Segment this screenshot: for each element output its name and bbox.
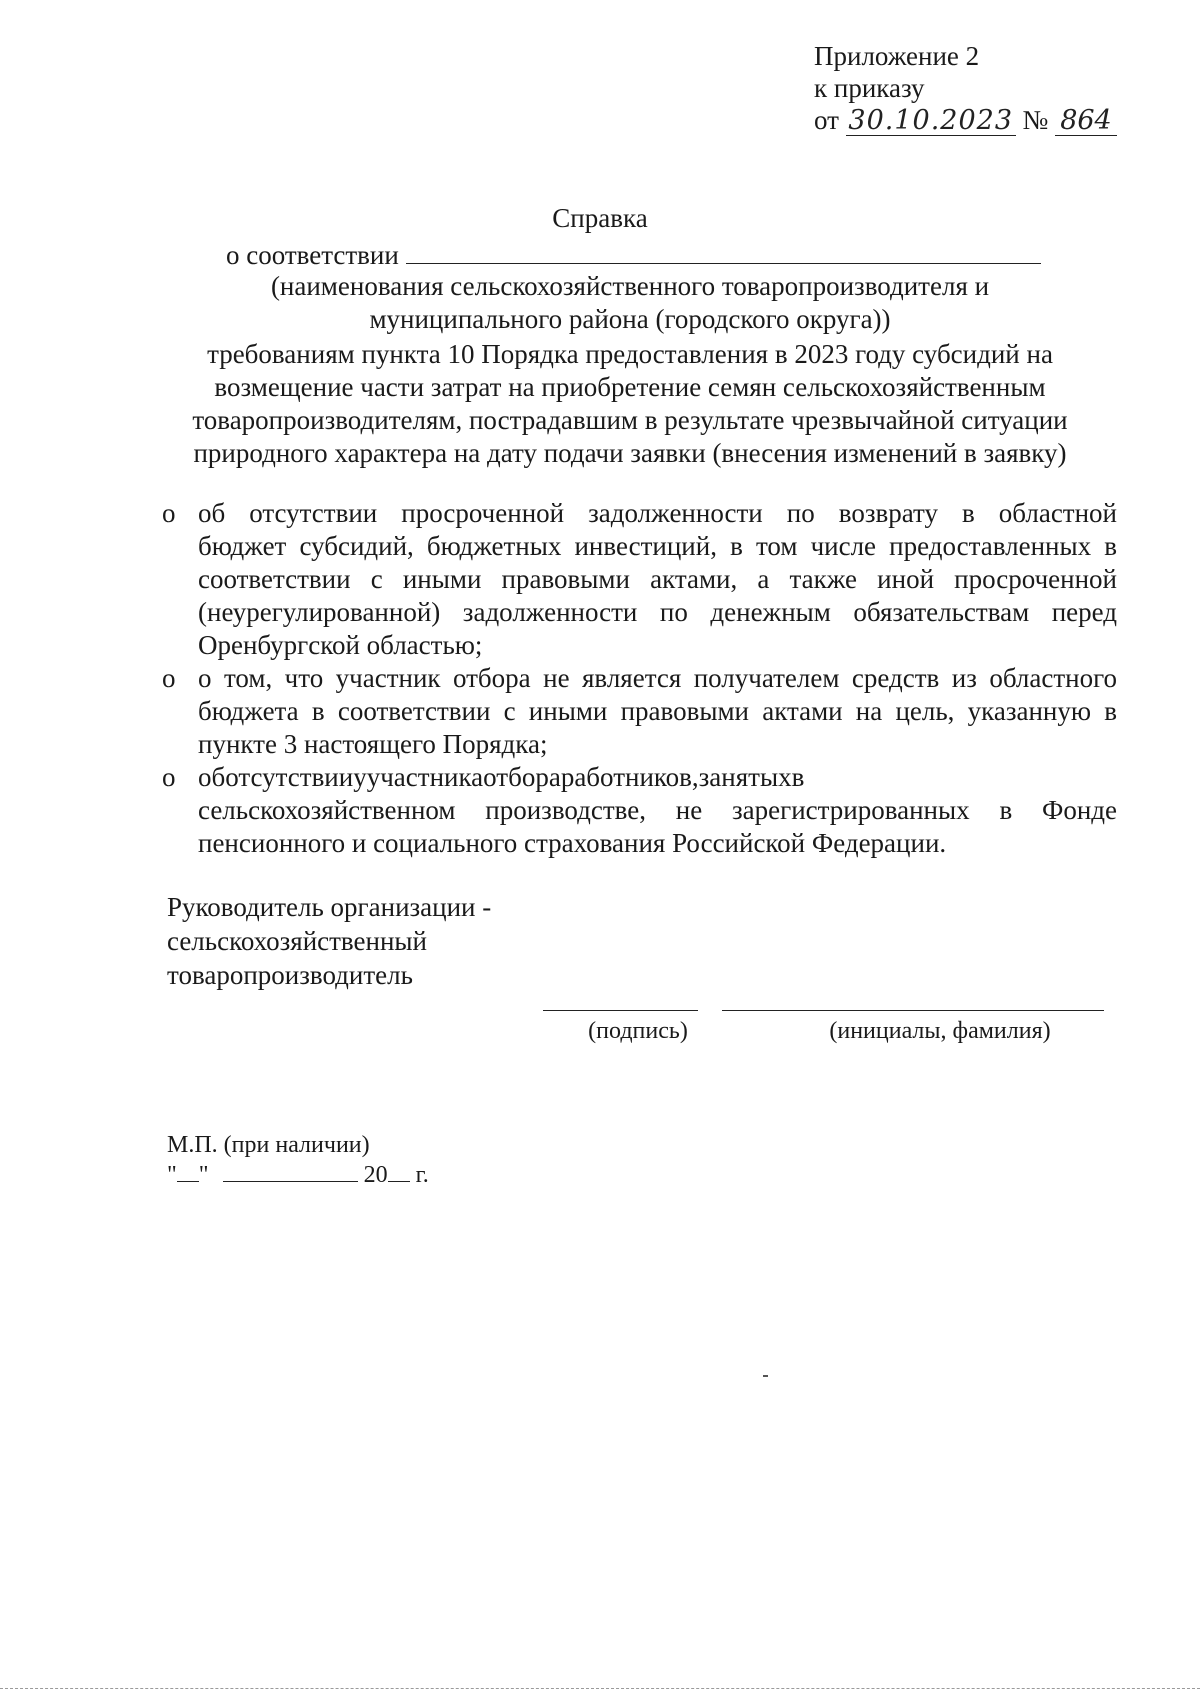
word: в — [791, 762, 805, 792]
requirements-line: природного характера на дату подачи заявки (внесения изменений в заявку) — [193, 438, 1067, 468]
seal-label: М.П. (при наличии) — [167, 1132, 370, 1158]
signatory-title — [167, 890, 491, 992]
year-suffix: г. — [415, 1162, 429, 1188]
word: у — [353, 762, 367, 792]
year-prefix: 20 — [363, 1162, 388, 1188]
day-blank — [177, 1163, 199, 1182]
list-item — [162, 497, 1117, 662]
date-quote-open: " — [167, 1162, 177, 1188]
order-number-handwritten: 864 — [1055, 107, 1117, 136]
scan-edge-line — [0, 1688, 1200, 1689]
word: работников, — [560, 762, 699, 792]
list-item-line: пункте 3 настоящего Порядка; — [198, 729, 548, 759]
year-blank — [388, 1163, 410, 1182]
signatory-line: сельскохозяйственный — [167, 926, 427, 956]
list-item-line: соответствии с иными правовыми актами, а также иной просроченной — [198, 564, 1117, 594]
date-quote-close: " — [198, 1162, 209, 1188]
list-item-line: о том, что участник отбора не является получателем средств из областного — [198, 663, 1117, 693]
word: отсутствии — [225, 762, 354, 792]
order-from-label: от — [814, 105, 839, 135]
bullet-marker: o — [162, 498, 176, 528]
requirements-text — [150, 338, 1110, 470]
order-reference — [814, 104, 1117, 136]
signature-block — [0, 1010, 1200, 1060]
name-blank — [722, 1010, 1104, 1011]
list-item-line: Оренбургской областью; — [198, 630, 483, 660]
seal-and-date — [167, 1130, 429, 1190]
word: занятых — [698, 762, 792, 792]
list-item — [162, 662, 1117, 761]
signatory-line: товаропроизводитель — [167, 960, 413, 990]
blank-caption — [150, 270, 1110, 336]
conformity-label: о соответствии — [226, 240, 399, 270]
scan-speck — [763, 1375, 768, 1377]
bullet-marker: o — [162, 762, 176, 792]
list-item-line: (неурегулированной) задолженности по денежным обязательствам перед — [198, 597, 1117, 627]
caption-line: (наименования сельскохозяйственного товаропроизводителя и — [270, 271, 990, 301]
list-item-line: об отсутствии просроченной задолженности по возврату в областной — [198, 498, 1117, 528]
date-line — [167, 1160, 429, 1190]
list-item — [162, 761, 1117, 860]
requirements-line: товаропроизводителям, пострадавшим в результате чрезвычайной ситуации — [192, 405, 1068, 435]
month-blank — [223, 1163, 358, 1182]
list-item-line: сельскохозяйственном производстве, не зарегистрированных в Фонде — [198, 795, 1117, 825]
requirements-line: требованиям пункта 10 Порядка предоставления в 2023 году субсидий на — [207, 339, 1053, 369]
conditions-list — [162, 497, 1117, 860]
appendix-number: Приложение 2 — [814, 41, 980, 71]
order-date-handwritten: 30.10.2023 — [846, 107, 1016, 136]
appendix-order-label: к приказу — [814, 73, 925, 103]
appendix-header — [814, 40, 1117, 136]
bullet-marker: o — [162, 663, 176, 693]
word: отбора — [483, 762, 561, 792]
list-item-line: пенсионного и социального страхования Российской Федерации. — [198, 828, 947, 858]
signature-caption: (подпись) — [588, 1018, 688, 1044]
list-item-line-justified — [198, 761, 1117, 794]
name-caption: (инициалы, фамилия) — [829, 1018, 1051, 1044]
word: участника — [366, 762, 484, 792]
producer-name-blank — [406, 241, 1041, 264]
signatory-line: Руководитель организации - — [167, 892, 492, 922]
conformity-line — [226, 240, 1041, 271]
list-item-line: бюджета в соответствии с иными правовыми актами на цель, указанную в — [198, 696, 1117, 726]
signature-blank — [543, 1010, 698, 1011]
list-item-line: бюджет субсидий, бюджетных инвестиций, в том числе предоставленных в — [198, 531, 1117, 561]
word: об — [198, 762, 226, 792]
caption-line: муниципального района (городского округа)) — [369, 304, 891, 334]
requirements-line: возмещение части затрат на приобретение семян сельскохозяйственным — [214, 372, 1046, 402]
order-number-label: № — [1022, 105, 1049, 135]
document-title: Справка — [552, 203, 648, 233]
